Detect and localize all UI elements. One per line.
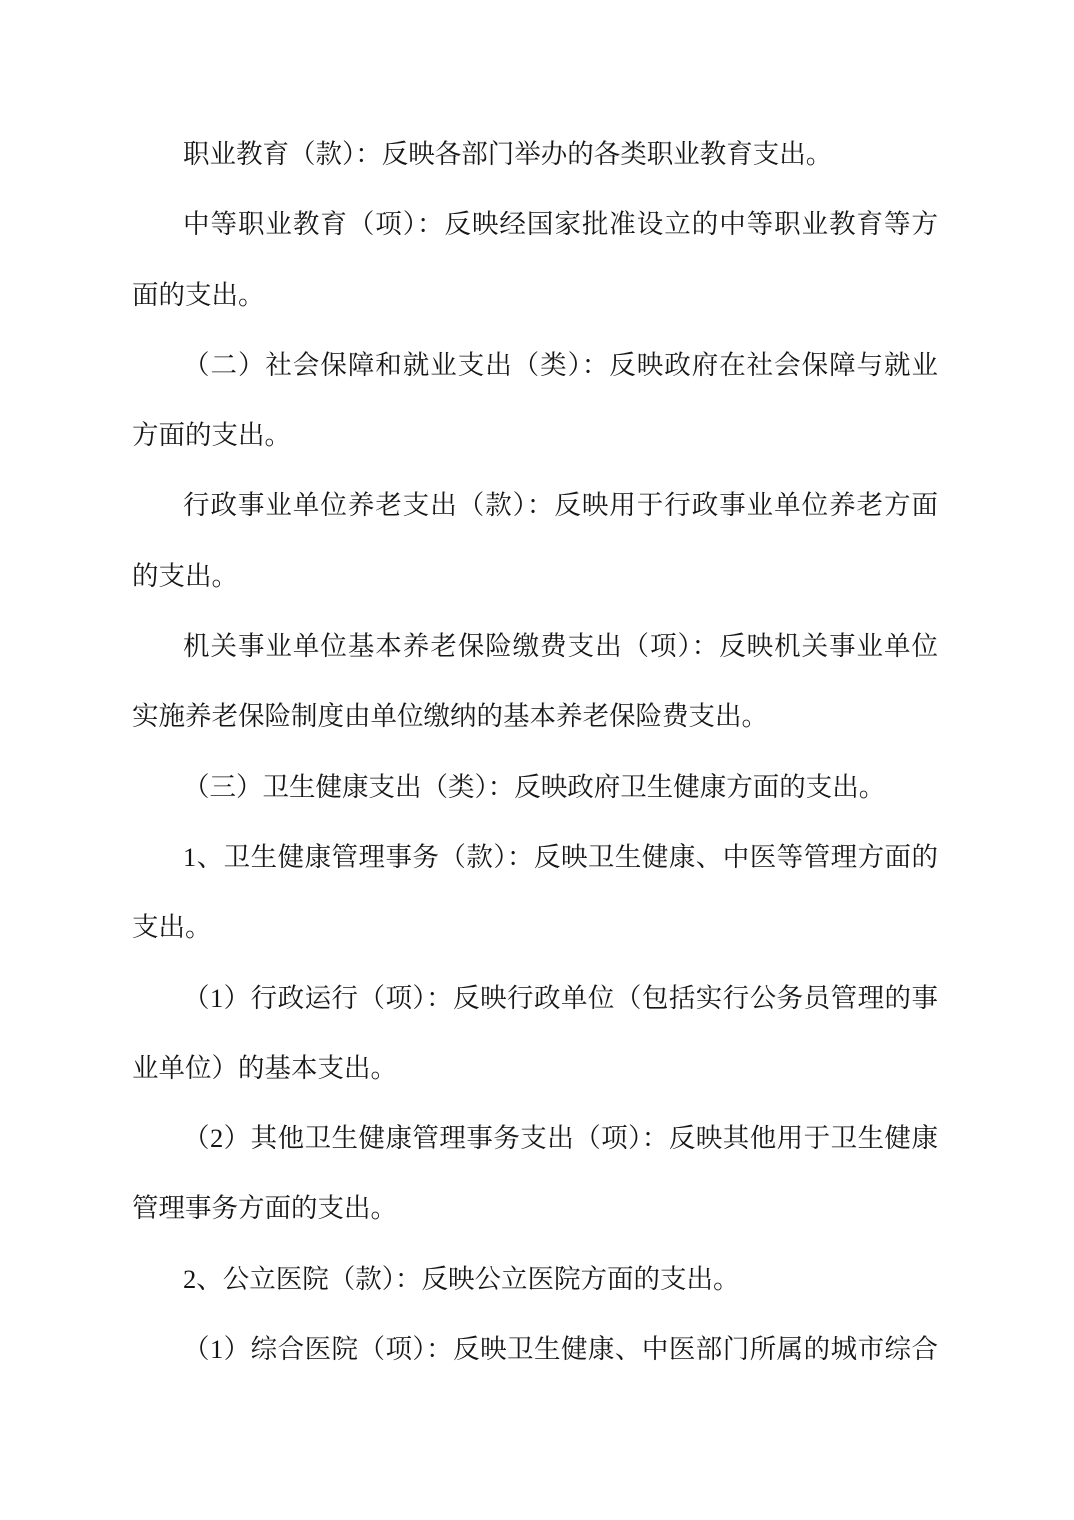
text-line: 支出。	[132, 912, 212, 943]
text-line: 实施养老保险制度由单位缴纳的基本养老保险费支出。	[132, 701, 768, 732]
text-line: （1）行政运行（项）：反映行政单位（包括实行公务员管理的事	[183, 982, 938, 1013]
text-line: 机关事业单位基本养老保险缴费支出（项）：反映机关事业单位	[183, 631, 938, 662]
text-line: 职业教育（款）：反映各部门举办的各类职业教育支出。	[183, 139, 833, 169]
text-line: 管理事务方面的支出。	[132, 1193, 397, 1224]
text-line: 1、卫生健康管理事务（款）：反映卫生健康、中医等管理方面的	[183, 841, 938, 872]
text-line: （二）社会保障和就业支出（类）：反映政府在社会保障与就业	[183, 349, 938, 380]
text-line: （1）综合医院（项）：反映卫生健康、中医部门所属的城市综合	[183, 1334, 938, 1365]
text-line: 行政事业单位养老支出（款）：反映用于行政事业单位养老方面	[183, 490, 938, 521]
text-line: 方面的支出。	[132, 420, 291, 451]
text-line: 业单位）的基本支出。	[132, 1052, 397, 1083]
text-line: 2、公立医院（款）：反映公立医院方面的支出。	[183, 1263, 740, 1294]
text-line: 中等职业教育（项）：反映经国家批准设立的中等职业教育等方	[183, 209, 938, 240]
text-line: 的支出。	[132, 560, 238, 591]
text-line: 面的支出。	[132, 279, 265, 310]
text-body	[132, 119, 938, 1384]
text-line: （2）其他卫生健康管理事务支出（项）：反映其他用于卫生健康	[183, 1123, 938, 1154]
text-line: （三）卫生健康支出（类）：反映政府卫生健康方面的支出。	[183, 771, 886, 802]
